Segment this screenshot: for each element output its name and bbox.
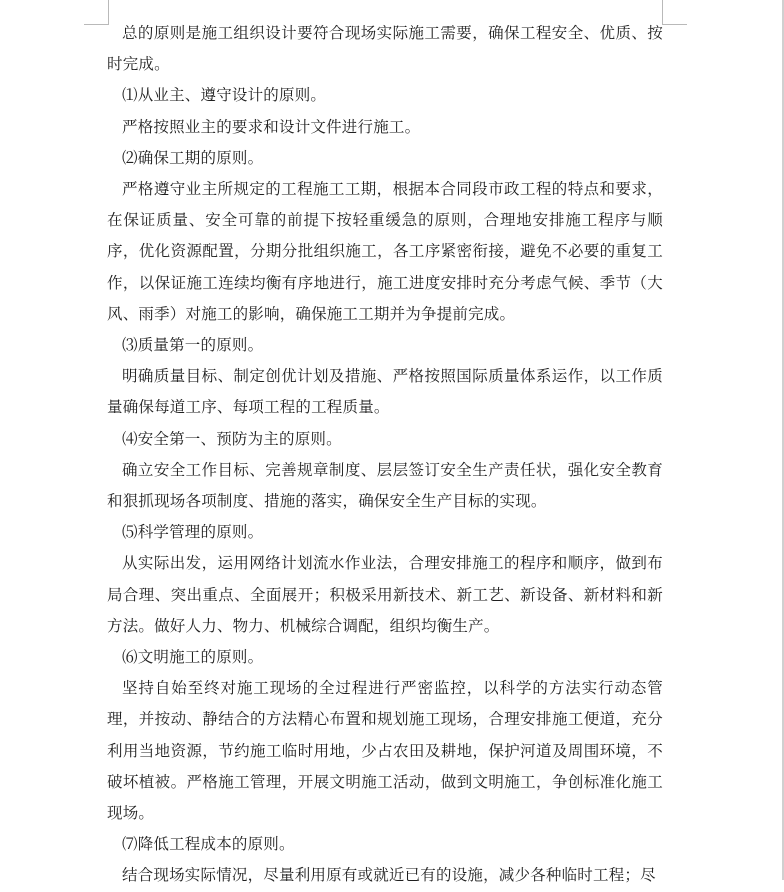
margin-crop-mark-right [662,0,687,25]
heading-principle-2: ⑵确保工期的原则。 [122,148,264,167]
paragraph-intro: 总的原则是施工组织设计要符合现场实际施工需要，确保工程安全、优质、按时完成。 [107,24,663,74]
paragraph-principle-7: 结合现场实际情况，尽量利用原有或就近已有的设施，减少各种临时工程；尽 [122,866,656,885]
heading-principle-4: ⑷安全第一、预防为主的原则。 [122,429,342,448]
paragraph-principle-3: 明确质量目标、制定创优计划及措施、严格按照国际质量体系运作，以工作质量确保每道工序、每项工程的工程质量。 [107,367,663,417]
paragraph-principle-1: 严格按照业主的要求和设计文件进行施工。 [122,117,421,136]
heading-principle-1: ⑴从业主、遵守设计的原则。 [122,86,327,105]
heading-principle-3: ⑶质量第一的原则。 [122,336,264,355]
paragraph-principle-5: 从实际出发，运用网络计划流水作业法，合理安排施工的程序和顺序，做到布局合理、突出重点、全面展开；积极采用新技术、新工艺、新设备、新材料和新方法。做好人力、物力、机械综合调配，组织均衡生产。 [107,554,663,635]
margin-crop-mark-left [84,0,109,25]
paragraph-principle-2: 严格遵守业主所规定的工程施工工期，根据本合同段市政工程的特点和要求，在保证质量、安全可靠的前提下按轻重缓急的原则，合理地安排施工程序与顺序，优化资源配置，分期分批组织施工，各工序紧密衔接，避免不必要的重复工作，以保证施工连续均衡有序地进行，施工进度安排时充分考虑气候、季节（大风、雨季）对施工的影响，确保施工工期并为争提前完成。 [107,180,663,323]
paragraph-principle-4: 确立安全工作目标、完善规章制度、层层签订安全生产责任状，强化安全教育和狠抓现场各项制度、措施的落实，确保安全生产目标的实现。 [107,460,663,511]
paragraph-principle-6: 坚持自始至终对施工现场的全过程进行严密监控，以科学的方法实行动态管理，并按动、静结合的方法精心布置和规划施工现场，合理安排施工便道，充分利用当地资源，节约施工临时用地，少占农田及耕地，保护河道及周围环境，不破坏植被。严格施工管理，开展文明施工活动，做到文明施工，争创标准化施工现场。 [107,679,663,823]
document-body[interactable] [107,18,663,892]
heading-principle-5: ⑸科学管理的原则。 [122,523,264,542]
heading-principle-6: ⑹文明施工的原则。 [122,648,264,667]
heading-principle-7: ⑺降低工程成本的原则。 [122,835,295,854]
